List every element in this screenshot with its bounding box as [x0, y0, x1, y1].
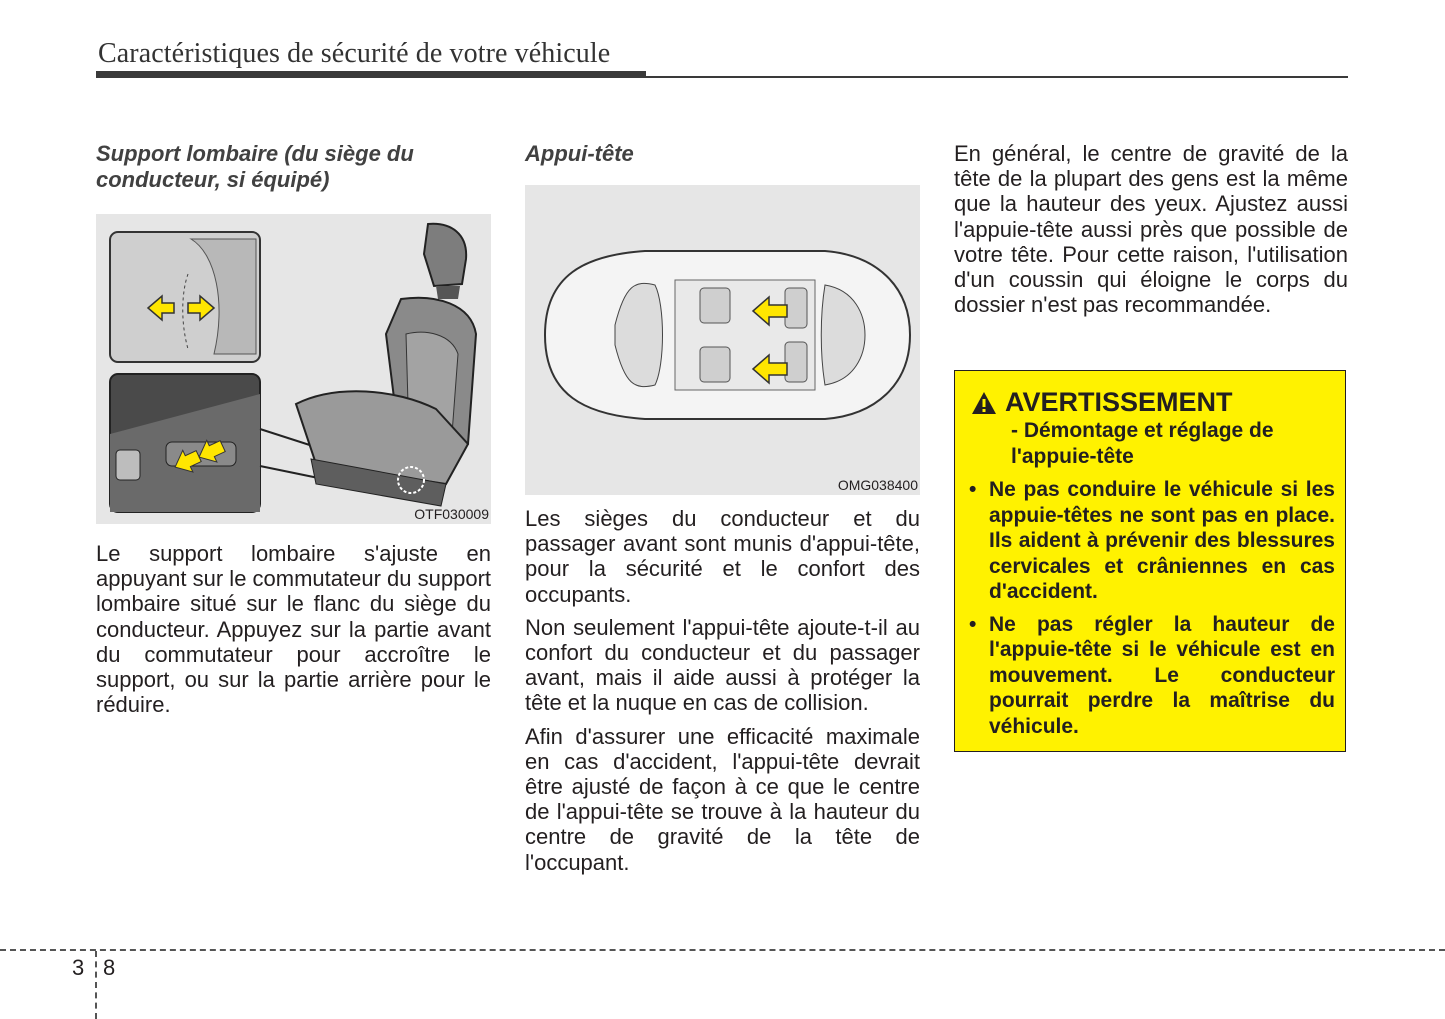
lumbar-paragraph: Le support lombaire s'ajuste en appuyant sur le commutateur du support lombaire situé sur le flanc du siège du conducteur. Appuyez sur la partie avant du commutateur pour accroître le support, ou sur la partie arrière pour le réduire.	[96, 541, 492, 718]
headrest-paragraph-3: Afin d'assurer une efficacité maximale en cas d'accident, l'appui-tête devrait être ajusté de façon à ce que le centre de l'appui-tête se trouve à la hauteur du centre de gravité de la tête de l'occupant.	[525, 723, 920, 875]
bullet-icon: •	[969, 612, 977, 636]
warning-triangle-icon	[971, 391, 997, 415]
warning-item-text: Ne pas régler la hauteur de l'appuie-tête si le véhicule est en mouvement. Le conducteur pourrait perdre la maîtrise du véhicule.	[989, 612, 1335, 738]
warning-title	[971, 387, 1233, 418]
headrest-paragraph-1: Les sièges du conducteur et du passager avant sont munis d'appui-tête, pour la sécurité et le confort des occupants.	[525, 506, 920, 607]
headrest-paragraph-2: Non seulement l'appui-tête ajoute-t-il au confort du conducteur et du passager avant, mais il aide aussi à protéger la tête et la nuque en cas de collision.	[525, 614, 920, 716]
lumbar-text-wrap	[96, 541, 491, 717]
headrest-text-wrap	[525, 506, 920, 875]
footer-divider	[0, 949, 1445, 951]
page-header-title: Caractéristiques de sécurité de votre véhicule	[98, 38, 611, 69]
warning-title-text: AVERTISSEMENT	[1005, 387, 1233, 417]
page-number: 8	[103, 955, 116, 980]
seat-illustration	[96, 214, 491, 524]
footer-vertical-divider	[95, 951, 97, 1019]
lumbar-support-figure	[96, 214, 491, 524]
bullet-icon: •	[969, 478, 977, 501]
car-top-view-illustration	[525, 185, 920, 495]
headrest-heading-wrap	[525, 141, 920, 167]
lumbar-section-heading: Support lombaire (du siège du conducteur, si équipé)	[96, 141, 414, 192]
warning-item	[967, 612, 1335, 740]
warning-item	[967, 477, 1335, 605]
gravity-text-wrap	[954, 141, 1348, 317]
warning-subtitle: - Démontage et réglage de l'appuie-tête	[1011, 419, 1274, 468]
warning-list	[967, 477, 1335, 746]
headrest-section-heading: Appui-tête	[525, 141, 634, 166]
chapter-number: 3	[72, 955, 85, 980]
lumbar-section-heading-wrap	[96, 141, 491, 193]
warning-item-text: Ne pas conduire le véhicule si les appuie-têtes ne sont pas en place. Ils aident à prévenir des blessures cervicales et crâniennes en cas d'accident.	[989, 478, 1335, 603]
headrest-figure-code: OMG038400	[837, 477, 918, 493]
header-rule-thin	[96, 76, 1348, 78]
lumbar-figure-code: OTF030009	[414, 506, 489, 522]
gravity-paragraph: En général, le centre de gravité de la tête de la plupart des gens est la même que la hauteur des yeux. Ajustez aussi l'appuie-tête aussi près que possible de votre tête. Pour cette raison, l'utilisation d'un coussin qui éloigne le corps du dossier n'est pas recommandée.	[954, 141, 1348, 318]
warning-box	[954, 370, 1346, 752]
headrest-figure	[525, 185, 920, 495]
